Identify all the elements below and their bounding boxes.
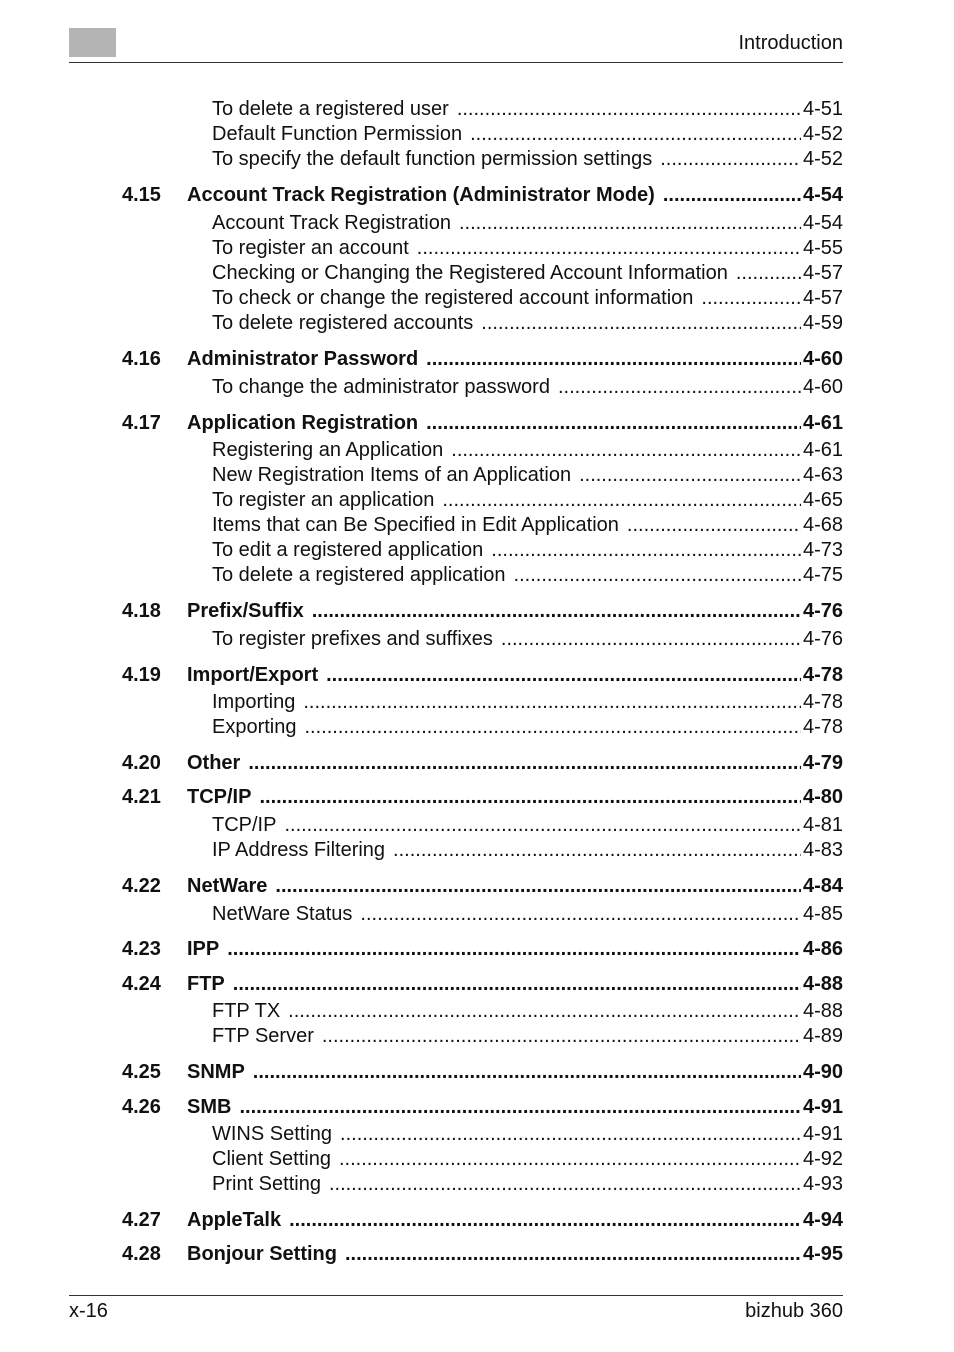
toc-dot-leader <box>736 260 801 286</box>
toc-dot-leader <box>627 512 801 538</box>
toc-page-reference: 4-51 <box>802 98 843 120</box>
toc-section-row[interactable] <box>0 971 954 997</box>
toc-entry <box>212 1121 843 1147</box>
toc-entry <box>212 487 843 513</box>
toc-entry <box>212 310 843 336</box>
toc-section-number: 4.25 <box>122 1061 161 1083</box>
toc-section-row[interactable] <box>0 1059 954 1085</box>
toc-page-reference: 4-91 <box>802 1123 843 1145</box>
toc-entry <box>212 437 843 463</box>
toc-page-reference: 4-76 <box>802 600 843 622</box>
toc-subsection-row[interactable] <box>0 96 954 122</box>
toc-subsection-row[interactable] <box>0 512 954 538</box>
toc-section-number: 4.15 <box>122 184 161 206</box>
toc-section-number: 4.23 <box>122 938 161 960</box>
toc-entry <box>187 1059 843 1085</box>
toc-dot-leader <box>660 146 801 172</box>
toc-page-reference: 4-54 <box>802 184 843 206</box>
toc-entry-label: TCP/IP <box>212 814 277 836</box>
toc-entry-label: SMB <box>187 1096 232 1118</box>
toc-section-row[interactable] <box>0 750 954 776</box>
toc-entry-label: FTP <box>187 973 225 995</box>
toc-entry <box>187 1207 843 1233</box>
toc-entry-label: Administrator Password <box>187 348 419 370</box>
toc-dot-leader <box>322 1023 801 1049</box>
toc-dot-leader <box>248 750 801 776</box>
toc-entry-label: Prefix/Suffix <box>187 600 304 622</box>
toc-entry-label: Default Function Permission <box>212 123 463 145</box>
toc-page-reference: 4-75 <box>802 564 843 586</box>
toc-subsection-row[interactable] <box>0 285 954 311</box>
toc-dot-leader <box>393 837 801 863</box>
toc-dot-leader <box>426 410 801 436</box>
toc-page-reference: 4-60 <box>802 376 843 398</box>
toc-page-reference: 4-94 <box>802 1209 843 1231</box>
toc-section-number: 4.24 <box>122 973 161 995</box>
toc-page-reference: 4-78 <box>802 664 843 686</box>
toc-section-number: 4.20 <box>122 752 161 774</box>
toc-dot-leader <box>239 1094 801 1120</box>
toc-dot-leader <box>275 873 801 899</box>
toc-page-reference: 4-79 <box>802 752 843 774</box>
toc-entry-label: To delete a registered application <box>212 564 506 586</box>
toc-entry <box>212 121 843 147</box>
toc-entry-label: To edit a registered application <box>212 539 484 561</box>
toc-page-reference: 4-57 <box>802 262 843 284</box>
toc-entry-label: FTP Server <box>212 1025 314 1047</box>
toc-entry <box>212 714 843 740</box>
toc-dot-leader <box>305 714 801 740</box>
toc-dot-leader <box>289 1207 801 1233</box>
toc-entry-label: Importing <box>212 691 296 713</box>
toc-subsection-row[interactable] <box>0 689 954 715</box>
toc-entry-label: Account Track Registration (Administrator Mode) <box>187 184 655 206</box>
toc-entry <box>212 1146 843 1172</box>
toc-subsection-row[interactable] <box>0 537 954 563</box>
toc-dot-leader <box>491 537 801 563</box>
toc-subsection-row[interactable] <box>0 998 954 1024</box>
toc-page-reference: 4-57 <box>802 287 843 309</box>
toc-entry <box>212 626 843 652</box>
toc-entry <box>212 285 843 311</box>
toc-entry-label: NetWare Status <box>212 903 353 925</box>
toc-entry-label: Application Registration <box>187 412 419 434</box>
toc-page-reference: 4-92 <box>802 1148 843 1170</box>
toc-entry-label: IPP <box>187 938 220 960</box>
footer-divider <box>69 1295 843 1296</box>
toc-dot-leader <box>339 1146 801 1172</box>
toc-entry <box>212 1171 843 1197</box>
toc-entry-label: Import/Export <box>187 664 319 686</box>
toc-entry-label: To specify the default function permission settings <box>212 148 653 170</box>
toc-dot-leader <box>303 689 801 715</box>
toc-entry-label: SNMP <box>187 1061 245 1083</box>
toc-entry-label: New Registration Items of an Application <box>212 464 572 486</box>
toc-entry-label: To register an application <box>212 489 435 511</box>
toc-page-reference: 4-88 <box>802 973 843 995</box>
toc-page-reference: 4-63 <box>802 464 843 486</box>
page-number: x-16 <box>69 1300 108 1322</box>
toc-dot-leader <box>451 437 801 463</box>
toc-section-row[interactable] <box>0 182 954 208</box>
toc-entry-label: TCP/IP <box>187 786 252 808</box>
toc-section-number: 4.17 <box>122 412 161 434</box>
toc-entry <box>212 1023 843 1049</box>
toc-section-row[interactable] <box>0 1241 954 1267</box>
toc-entry <box>187 971 843 997</box>
toc-section-row[interactable] <box>0 1207 954 1233</box>
toc-subsection-row[interactable] <box>0 235 954 261</box>
toc-entry <box>212 374 843 400</box>
toc-dot-leader <box>501 626 801 652</box>
toc-entry <box>212 512 843 538</box>
toc-page-reference: 4-89 <box>802 1025 843 1047</box>
toc-entry <box>212 689 843 715</box>
toc-page-reference: 4-95 <box>802 1243 843 1265</box>
toc-dot-leader <box>345 1241 801 1267</box>
toc-section-number: 4.21 <box>122 786 161 808</box>
toc-page-reference: 4-60 <box>802 348 843 370</box>
toc-page-reference: 4-78 <box>802 716 843 738</box>
toc-page-reference: 4-80 <box>802 786 843 808</box>
toc-entry-label: AppleTalk <box>187 1209 282 1231</box>
toc-page-reference: 4-84 <box>802 875 843 897</box>
toc-dot-leader <box>442 487 801 513</box>
toc-entry <box>212 562 843 588</box>
toc-entry <box>212 146 843 172</box>
toc-section-number: 4.18 <box>122 600 161 622</box>
toc-entry-label: WINS Setting <box>212 1123 333 1145</box>
toc-section-number: 4.28 <box>122 1243 161 1265</box>
chapter-tab-marker <box>69 28 116 57</box>
toc-entry-label: To change the administrator password <box>212 376 550 398</box>
toc-page-reference: 4-61 <box>802 439 843 461</box>
toc-subsection-row[interactable] <box>0 1146 954 1172</box>
toc-dot-leader <box>360 901 801 927</box>
toc-entry-label: To delete a registered user <box>212 98 449 120</box>
toc-entry <box>187 1241 843 1267</box>
toc-dot-leader <box>288 998 801 1024</box>
toc-subsection-row[interactable] <box>0 462 954 488</box>
toc-dot-leader <box>457 96 801 122</box>
toc-subsection-row[interactable] <box>0 146 954 172</box>
running-header-title: Introduction <box>738 32 843 54</box>
toc-entry-label: FTP TX <box>212 1000 281 1022</box>
toc-subsection-row[interactable] <box>0 626 954 652</box>
toc-dot-leader <box>701 285 801 311</box>
toc-dot-leader <box>329 1171 801 1197</box>
toc-dot-leader <box>514 562 801 588</box>
toc-entry <box>187 873 843 899</box>
toc-subsection-row[interactable] <box>0 837 954 863</box>
toc-dot-leader <box>481 310 801 336</box>
toc-entry <box>212 837 843 863</box>
product-name: bizhub 360 <box>745 1300 843 1322</box>
toc-entry <box>187 1094 843 1120</box>
toc-page-reference: 4-52 <box>802 148 843 170</box>
toc-entry-label: To register an account <box>212 237 409 259</box>
toc-entry-label: To check or change the registered account information <box>212 287 694 309</box>
toc-section-row[interactable] <box>0 936 954 962</box>
toc-page-reference: 4-61 <box>802 412 843 434</box>
toc-entry <box>212 96 843 122</box>
toc-dot-leader <box>663 182 801 208</box>
toc-dot-leader <box>558 374 801 400</box>
toc-section-number: 4.16 <box>122 348 161 370</box>
toc-subsection-row[interactable] <box>0 374 954 400</box>
toc-dot-leader <box>259 784 801 810</box>
toc-entry <box>212 210 843 236</box>
toc-entry <box>212 812 843 838</box>
toc-section-row[interactable] <box>0 784 954 810</box>
toc-entry <box>212 235 843 261</box>
toc-entry <box>187 346 843 372</box>
toc-dot-leader <box>459 210 801 236</box>
toc-page-reference: 4-68 <box>802 514 843 536</box>
toc-section-row[interactable] <box>0 346 954 372</box>
toc-dot-leader <box>233 971 801 997</box>
toc-subsection-row[interactable] <box>0 260 954 286</box>
toc-section-number: 4.27 <box>122 1209 161 1231</box>
toc-entry <box>187 598 843 624</box>
toc-entry <box>187 410 843 436</box>
toc-section-number: 4.22 <box>122 875 161 897</box>
toc-entry-label: NetWare <box>187 875 268 897</box>
toc-dot-leader <box>417 235 801 261</box>
toc-page-reference: 4-86 <box>802 938 843 960</box>
toc-section-row[interactable] <box>0 410 954 436</box>
toc-dot-leader <box>340 1121 801 1147</box>
toc-page-reference: 4-76 <box>802 628 843 650</box>
toc-subsection-row[interactable] <box>0 562 954 588</box>
toc-dot-leader <box>470 121 801 147</box>
toc-dot-leader <box>284 812 801 838</box>
toc-dot-leader <box>312 598 801 624</box>
toc-entry <box>212 260 843 286</box>
toc-subsection-row[interactable] <box>0 1023 954 1049</box>
toc-page-reference: 4-65 <box>802 489 843 511</box>
toc-entry <box>212 901 843 927</box>
toc-entry <box>187 662 843 688</box>
toc-page-reference: 4-59 <box>802 312 843 334</box>
toc-page-reference: 4-88 <box>802 1000 843 1022</box>
header-divider <box>69 62 843 63</box>
toc-dot-leader <box>579 462 801 488</box>
toc-entry-label: Client Setting <box>212 1148 331 1170</box>
toc-entry <box>187 936 843 962</box>
toc-entry-label: Checking or Changing the Registered Account Information <box>212 262 728 284</box>
toc-page-reference: 4-81 <box>802 814 843 836</box>
toc-entry <box>212 462 843 488</box>
toc-page-reference: 4-91 <box>802 1096 843 1118</box>
toc-section-row[interactable] <box>0 662 954 688</box>
toc-page-reference: 4-73 <box>802 539 843 561</box>
toc-page-reference: 4-93 <box>802 1173 843 1195</box>
toc-entry <box>212 998 843 1024</box>
toc-page-reference: 4-78 <box>802 691 843 713</box>
toc-subsection-row[interactable] <box>0 901 954 927</box>
toc-entry-label: To register prefixes and suffixes <box>212 628 493 650</box>
toc-section-row[interactable] <box>0 1094 954 1120</box>
toc-entry <box>187 750 843 776</box>
toc-entry <box>187 784 843 810</box>
toc-page-reference: 4-55 <box>802 237 843 259</box>
toc-dot-leader <box>326 662 801 688</box>
toc-subsection-row[interactable] <box>0 812 954 838</box>
toc-entry-label: Exporting <box>212 716 297 738</box>
toc-subsection-row[interactable] <box>0 121 954 147</box>
toc-page-reference: 4-85 <box>802 903 843 925</box>
toc-dot-leader <box>227 936 801 962</box>
toc-subsection-row[interactable] <box>0 714 954 740</box>
toc-entry-label: Bonjour Setting <box>187 1243 337 1265</box>
toc-section-number: 4.19 <box>122 664 161 686</box>
toc-entry-label: Items that can Be Specified in Edit Application <box>212 514 619 536</box>
toc-subsection-row[interactable] <box>0 210 954 236</box>
toc-page-reference: 4-83 <box>802 839 843 861</box>
toc-dot-leader <box>426 346 801 372</box>
toc-entry <box>212 537 843 563</box>
toc-subsection-row[interactable] <box>0 437 954 463</box>
toc-entry-label: IP Address Filtering <box>212 839 386 861</box>
toc-entry-label: Account Track Registration <box>212 212 451 234</box>
toc-entry <box>187 182 843 208</box>
toc-entry-label: Registering an Application <box>212 439 444 461</box>
toc-page-reference: 4-54 <box>802 212 843 234</box>
toc-page-reference: 4-52 <box>802 123 843 145</box>
toc-entry-label: To delete registered accounts <box>212 312 474 334</box>
toc-subsection-row[interactable] <box>0 1171 954 1197</box>
toc-dot-leader <box>253 1059 801 1085</box>
toc-entry-label: Print Setting <box>212 1173 321 1195</box>
toc-section-row[interactable] <box>0 873 954 899</box>
toc-subsection-row[interactable] <box>0 310 954 336</box>
toc-section-row[interactable] <box>0 598 954 624</box>
toc-subsection-row[interactable] <box>0 1121 954 1147</box>
toc-section-number: 4.26 <box>122 1096 161 1118</box>
toc-subsection-row[interactable] <box>0 487 954 513</box>
toc-page-reference: 4-90 <box>802 1061 843 1083</box>
toc-entry-label: Other <box>187 752 241 774</box>
